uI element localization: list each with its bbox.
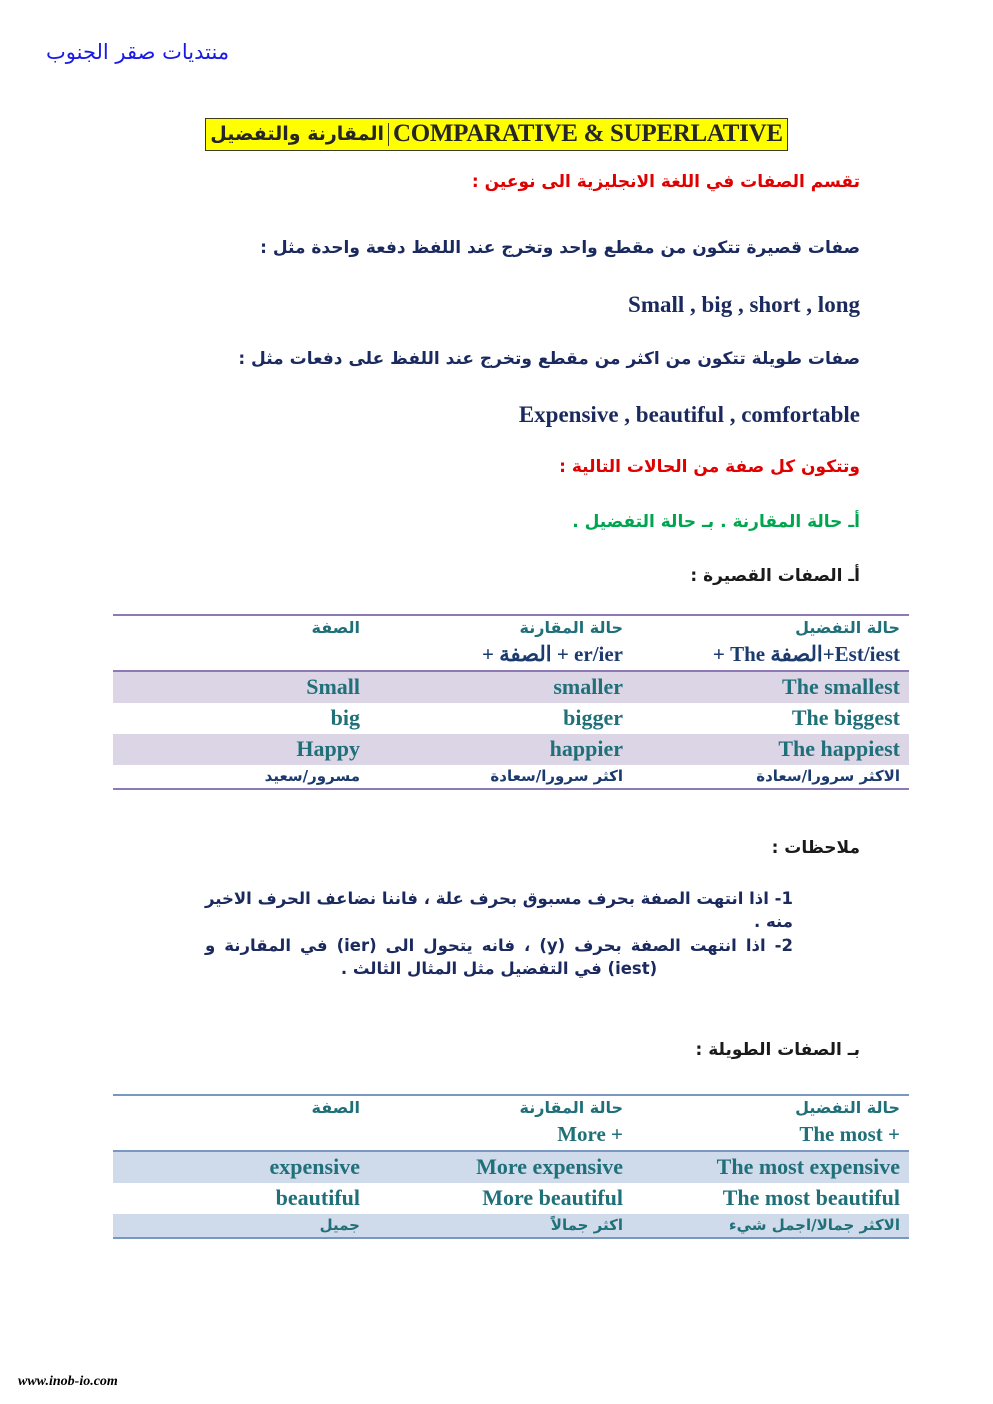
cell-adjective-arabic: مسرور/سعيد <box>113 765 369 789</box>
header-comparative-formula: More + <box>369 1120 632 1151</box>
title-highlight-box <box>205 118 787 151</box>
cell-adjective: big <box>330 705 360 730</box>
cell-comparative: bigger <box>563 705 623 730</box>
intro-example-1: Small , big , short , long <box>628 292 860 317</box>
site-header <box>0 40 993 64</box>
cell-adjective: Small <box>306 674 360 699</box>
cell-superlative-arabic: الاكثر جمالا/اجمل شيء <box>632 1214 909 1238</box>
cell-comparative-arabic: اكثر سرورا/سعادة <box>369 765 632 789</box>
intro-line-1: تقسم الصفات في اللغة الانجليزية الى نوعين : <box>471 172 860 192</box>
header-adjective-formula-empty <box>113 640 369 671</box>
cell-comparative-arabic: اكثر جمالاً <box>369 1214 632 1238</box>
intro-line-3: صفات طويلة تتكون من اكثر من مقطع وتخرج عند اللفظ على دفعات مثل : <box>238 349 860 369</box>
table-header <box>113 1095 909 1151</box>
table-header-row-labels <box>113 1095 909 1120</box>
intro-line-4: وتتكون كل صفة من الحالات التالية : <box>559 457 860 477</box>
table-row-translation <box>113 765 909 789</box>
table-row-translation <box>113 1214 909 1238</box>
header-comparative-label: حالة المقارنة <box>369 1095 632 1120</box>
cell-superlative: The most beautiful <box>722 1185 900 1210</box>
header-adjective-label: الصفة <box>113 1095 369 1120</box>
cell-adjective-arabic: جميل <box>113 1214 369 1238</box>
title-english: COMPARATIVE & SUPERLATIVE <box>392 120 783 147</box>
cell-comparative: More beautiful <box>482 1185 623 1210</box>
page-title <box>0 118 993 151</box>
header-comparative-formula: er/ier + الصفة + <box>369 640 632 671</box>
table-header <box>113 615 909 671</box>
title-arabic: المقارنة والتفضيل <box>206 123 389 146</box>
header-superlative-formula: The most + <box>632 1120 909 1151</box>
cell-superlative-arabic: الاكثر سرورا/سعادة <box>632 765 909 789</box>
intro-example-2: Expensive , beautiful , comfortable <box>518 402 860 427</box>
long-adjectives-table <box>113 1094 909 1239</box>
short-adjectives-table <box>113 614 909 790</box>
table-row <box>113 671 909 703</box>
section-b-heading: بـ الصفات الطويلة : <box>695 1040 860 1060</box>
cell-superlative: The most expensive <box>716 1154 900 1179</box>
cell-adjective: Happy <box>296 736 360 761</box>
header-superlative-formula: Est/iest+الصفة The + <box>632 640 909 671</box>
cell-superlative: The biggest <box>791 705 900 730</box>
table-header-row-formulas <box>113 640 909 671</box>
table-row <box>113 734 909 765</box>
header-superlative-label: حالة التفضيل <box>632 1095 909 1120</box>
page-footer <box>0 1372 993 1390</box>
table-row <box>113 1183 909 1214</box>
table-body <box>113 1151 909 1238</box>
table-header-row-formulas <box>113 1120 909 1151</box>
cell-comparative: More expensive <box>476 1154 623 1179</box>
cell-comparative: happier <box>549 736 623 761</box>
header-adjective-formula-empty <box>113 1120 369 1151</box>
section-a-heading: أـ الصفات القصيرة : <box>690 566 860 586</box>
cell-adjective: beautiful <box>275 1185 360 1210</box>
table-body <box>113 671 909 789</box>
cell-superlative: The smallest <box>782 674 900 699</box>
header-comparative-label: حالة المقارنة <box>369 615 632 640</box>
cell-comparative: smaller <box>553 674 623 699</box>
notes-heading: ملاحظات : <box>771 838 860 858</box>
table-row <box>113 703 909 734</box>
table-row <box>113 1151 909 1183</box>
cell-superlative: The happiest <box>778 736 900 761</box>
forum-brand-text: منتديات صقر الجنوب <box>46 40 230 64</box>
header-adjective-label: الصفة <box>113 615 369 640</box>
cell-adjective: expensive <box>269 1154 360 1179</box>
intro-line-5: أـ حالة المقارنة . بـ حالة التفضيل . <box>572 512 860 532</box>
intro-line-2: صفات قصيرة تتكون من مقطع واحد وتخرج عند اللفظ دفعة واحدة مثل : <box>260 238 860 258</box>
table-header-row-labels <box>113 615 909 640</box>
note-item: 2- اذا انتهت الصفة بحرف (y) ، فانه يتحول الى (ier) في المقارنة و (iest) في التفضيل مثل المثال الثالث . <box>205 935 793 979</box>
footer-url: www.inob-io.com <box>18 1374 118 1389</box>
notes-list <box>0 887 993 981</box>
header-superlative-label: حالة التفضيل <box>632 615 909 640</box>
note-item: 1- اذا انتهت الصفة بحرف مسبوق بحرف علة ، فاننا نضاعف الحرف الاخير منه . <box>205 889 793 932</box>
